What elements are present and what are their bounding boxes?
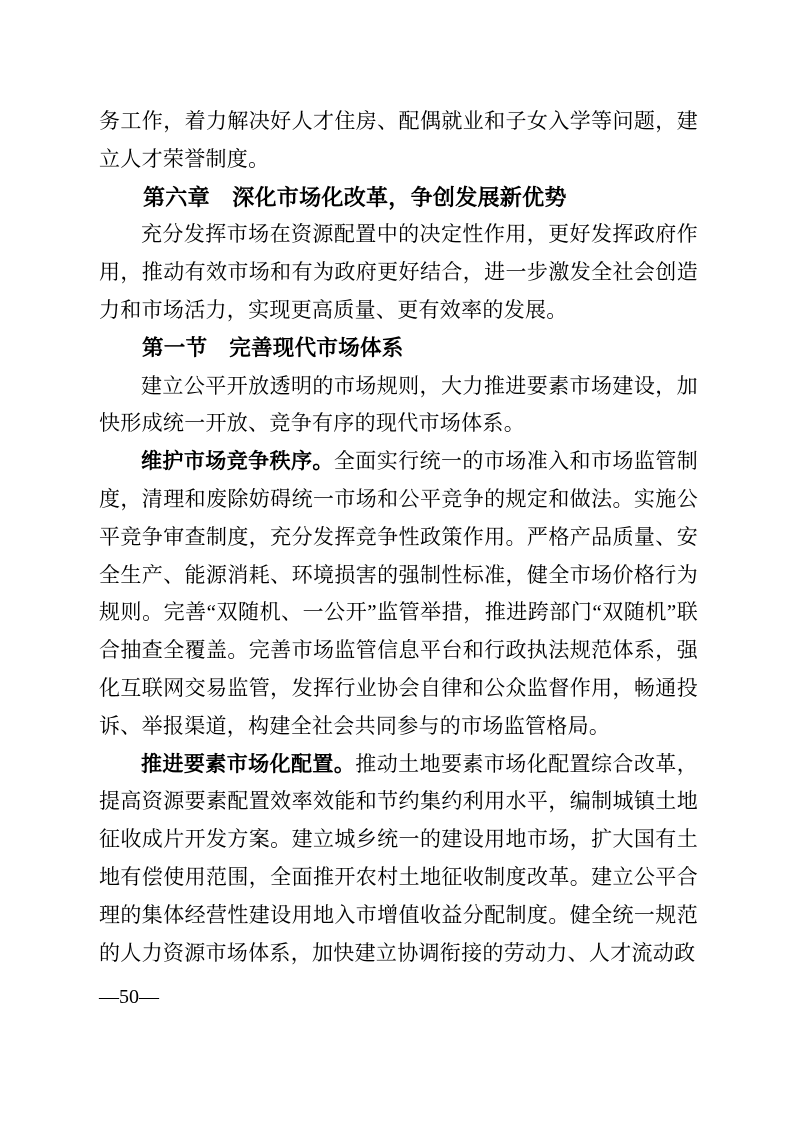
paragraph — [99, 746, 698, 973]
paragraph — [99, 443, 698, 745]
chapter-heading: 第六章 深化市场化改革，争创发展新优势 — [143, 184, 567, 210]
paragraph-continuation: 务工作，着力解决好人才住房、配偶就业和子女入学等问题，建立人才荣誉制度。 — [99, 109, 698, 171]
section-heading: 第一节 完善现代市场体系 — [142, 335, 404, 360]
page-number: —50— — [99, 986, 159, 1008]
paragraph: 充分发挥市场在资源配置中的决定性作用，更好发挥政府作用，推动有效市场和有为政府更好结合，进一步激发全社会创造力和市场活力，实现更高质量、更有效率的发展。 — [99, 222, 698, 322]
paragraph-text: 全面实行统一的市场准入和市场监管制度，清理和废除妨碍统一市场和公平竞争的规定和做法。实施公平竞争审查制度，充分发挥竞争性政策作用。严格产品质量、安全生产、能源消耗、环境损害的强制性标准，健全市场价格行为规则。完善“双随机、一公开”监管举措，推进跨部门“双随机”联合抽查全覆盖。完善市场监管信息平台和行政执法规范体系，强化互联网交易监管，发挥行业协会自律和公众监督作用，畅通投诉、举报渠道，构建全社会共同参与的市场监管格局。 — [99, 449, 698, 738]
paragraph-lead: 维护市场竞争秩序。 — [141, 449, 334, 474]
paragraph: 建立公平开放透明的市场规则，大力推进要素市场建设，加快形成统一开放、竞争有序的现代市场体系。 — [99, 373, 698, 436]
paragraph-lead: 推进要素市场化配置。 — [141, 751, 356, 776]
paragraph-text: 推动土地要素市场化配置综合改革，提高资源要素配置效率效能和节约集约利用水平，编制城镇土地征收成片开发方案。建立城乡统一的建设用地市场，扩大国有土地有偿使用范围，全面推开农村土地征收制度改革。建立公平合理的集体经营性建设用地入市增值收益分配制度。健全统一规范的人力资源市场体系，加快建立协调衔接的劳动力、人才流动政 — [99, 751, 698, 965]
page-content — [99, 103, 698, 972]
